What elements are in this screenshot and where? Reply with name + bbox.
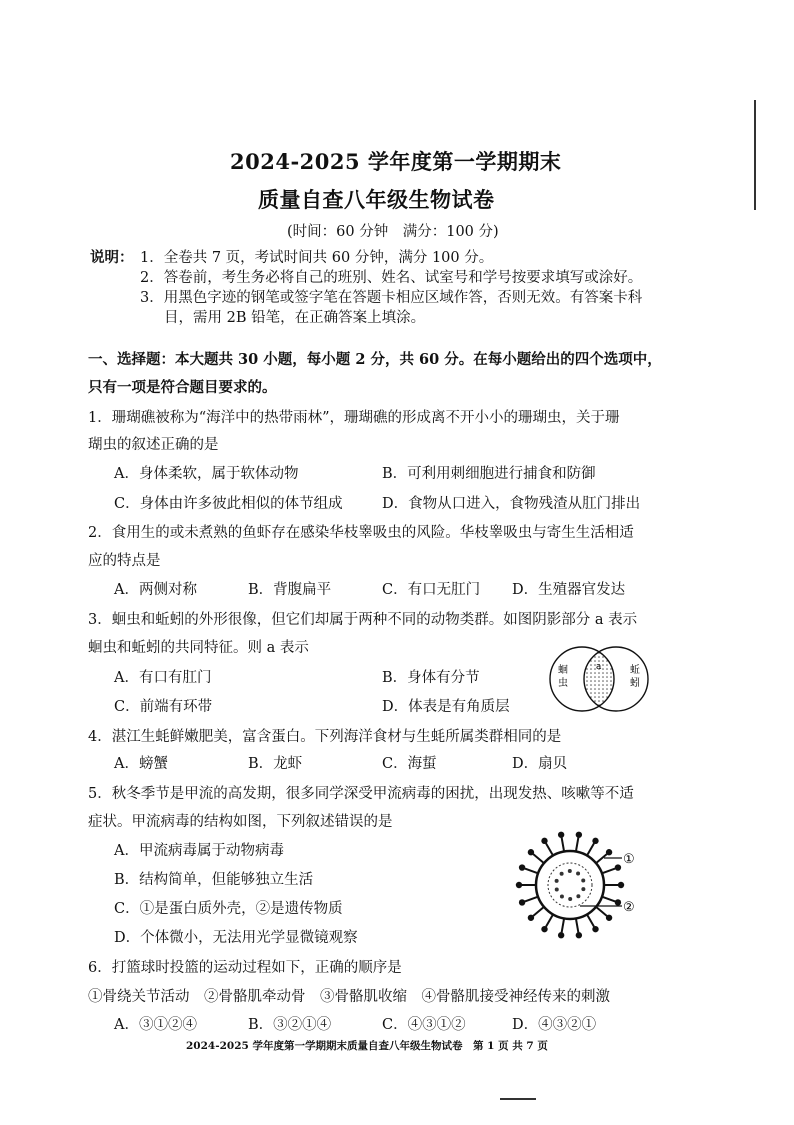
virus-spike xyxy=(576,838,578,852)
virus-spike-tip xyxy=(592,838,598,844)
virus-genetic-material xyxy=(581,887,585,891)
virus-spike-tip xyxy=(528,849,534,855)
virus-genetic-material xyxy=(555,879,559,883)
scan-bottom-mark xyxy=(500,1098,536,1100)
virus-spike xyxy=(596,854,607,863)
section1-heading-cont: 只有一项是符合题目要求的。 xyxy=(88,379,277,396)
q1-option-b: B．可利用刺细胞进行捕食和防御 xyxy=(382,466,596,482)
venn-label-right-2: 蚓 xyxy=(630,678,640,689)
virus-spike-tip xyxy=(558,932,564,938)
venn-label-right-1: 蚯 xyxy=(630,665,640,676)
virus-genetic-material xyxy=(555,888,559,892)
virus-spike-tip xyxy=(615,864,621,870)
q3-option-d: D．体表是有角质层 xyxy=(382,699,510,715)
virus-spike xyxy=(576,918,578,932)
q4-option-c: C．海蜇 xyxy=(382,756,437,772)
page-footer: 2024-2025 学年度第一学期期末质量自查八年级生物试卷 第 1 页 共 7 页 xyxy=(186,1040,548,1052)
note-item-3: 3．用黑色字迹的钢笔或签字笔在答题卡相应区域作答，否则无效。有答案卡科 xyxy=(140,290,643,306)
virus-spike xyxy=(587,914,594,926)
virus-spike xyxy=(587,843,594,855)
q4-option-a: A．螃蟹 xyxy=(114,756,168,772)
virus-spike xyxy=(546,843,553,855)
notes-label: 说明： xyxy=(90,249,134,266)
virus-spike-tip xyxy=(618,882,624,888)
q2-option-d: D．生殖器官发达 xyxy=(512,582,626,598)
virus-spike-tip xyxy=(541,838,547,844)
q3-option-c: C．前端有环带 xyxy=(114,699,213,715)
exam-time-info: (时间：60 分钟 满分：100 分) xyxy=(287,224,499,240)
q2-option-c: C．有口无肛门 xyxy=(382,582,481,598)
flu-virus-diagram xyxy=(512,826,642,944)
q2-option-a: A．两侧对称 xyxy=(114,582,197,598)
virus-capsid xyxy=(536,851,604,919)
virus-spike-tip xyxy=(576,932,582,938)
virus-genetic-material xyxy=(581,878,585,882)
virus-spike-tip xyxy=(519,899,525,905)
virus-spike xyxy=(525,869,538,874)
q1-stem: 1．珊瑚礁被称为“海洋中的热带雨林”，珊瑚礁的形成离不开小小的珊瑚虫，关于珊 xyxy=(88,410,620,426)
note-item-2: 2．答卷前，考生务必将自己的班别、姓名、试室号和学号按要求填写或涂好。 xyxy=(140,270,643,286)
q3-stem: 3．蛔虫和蚯蚓的外形很像，但它们却属于两种不同的动物类群。如图阴影部分 a 表示 xyxy=(88,612,638,628)
q5-stem: 5．秋冬季节是甲流的高发期，很多同学深受甲流病毒的困扰，出现发热、咳嗽等不适 xyxy=(88,786,634,802)
q5-option-c: C．①是蛋白质外壳，②是遗传物质 xyxy=(114,901,343,917)
q2-stem-cont: 应的特点是 xyxy=(88,553,161,569)
virus-label-1: ① xyxy=(623,852,635,867)
virus-spike xyxy=(596,907,607,916)
note-item-3-cont: 目，需用 2B 铅笔，在正确答案上填涂。 xyxy=(164,310,426,326)
q3-option-a: A．有口有肛门 xyxy=(114,670,212,686)
venn-diagram xyxy=(546,644,652,714)
q5-option-b: B．结构简单，但能够独立生活 xyxy=(114,872,314,888)
virus-spike-tip xyxy=(528,915,534,921)
virus-spike xyxy=(525,897,538,902)
q6-steps: ①骨绕关节活动 ②骨骼肌牵动骨 ③骨骼肌收缩 ④骨骼肌接受神经传来的刺激 xyxy=(88,989,610,1005)
q2-option-b: B．背腹扁平 xyxy=(248,582,332,598)
virus-spike-tip xyxy=(606,915,612,921)
virus-spike xyxy=(602,869,615,874)
section1-heading: 一、选择题：本大题共 30 小题，每小题 2 分，共 60 分。在每小题给出的四个选项中， xyxy=(88,351,662,368)
venn-label-a: a xyxy=(596,662,602,672)
virus-spike-tip xyxy=(592,926,598,932)
virus-label-2: ② xyxy=(623,900,635,915)
virus-spike-tip xyxy=(576,832,582,838)
q2-stem: 2．食用生的或未煮熟的鱼虾存在感染华枝睾吸虫的风险。华枝睾吸虫与寄生生活相适 xyxy=(88,525,634,541)
virus-genetic-material xyxy=(568,869,572,873)
virus-spike-tip xyxy=(558,832,564,838)
virus-spike-tip xyxy=(615,899,621,905)
virus-spike xyxy=(533,907,544,916)
q6-option-a: A．③①②④ xyxy=(114,1017,197,1033)
q1-option-c: C．身体由许多彼此相似的体节组成 xyxy=(114,496,343,512)
q5-option-d: D．个体微小，无法用光学显微镜观察 xyxy=(114,930,358,946)
virus-spike xyxy=(562,918,564,932)
exam-title-line2: 质量自查八年级生物试卷 xyxy=(258,187,495,212)
q4-option-d: D．扇贝 xyxy=(512,756,568,772)
virus-spike xyxy=(562,838,564,852)
q1-stem-cont: 瑚虫的叙述正确的是 xyxy=(88,437,219,453)
venn-label-left-2: 虫 xyxy=(558,678,568,689)
q6-option-b: B．③②①④ xyxy=(248,1017,332,1033)
q3-stem-cont: 蛔虫和蚯蚓的共同特征。则 a 表示 xyxy=(88,640,309,656)
note-item-1: 1．全卷共 7 页，考试时间共 60 分钟，满分 100 分。 xyxy=(140,250,494,266)
virus-spike-tip xyxy=(516,882,522,888)
q5-stem-cont: 症状。甲流病毒的结构如图，下列叙述错误的是 xyxy=(88,814,393,830)
q6-option-c: C．④③①② xyxy=(382,1017,466,1033)
venn-label-left-1: 蛔 xyxy=(558,665,568,676)
virus-spike xyxy=(602,897,615,902)
virus-spike xyxy=(546,914,553,926)
virus-genetic-material xyxy=(576,894,580,898)
q6-option-d: D．④③②① xyxy=(512,1017,597,1033)
scan-margin-line xyxy=(754,100,756,210)
virus-spike-tip xyxy=(541,926,547,932)
virus-genetic-material xyxy=(560,894,564,898)
virus-spike xyxy=(533,854,544,863)
q4-option-b: B．龙虾 xyxy=(248,756,303,772)
virus-genetic-material xyxy=(576,872,580,876)
virus-genetic-material xyxy=(568,897,572,901)
exam-title-line1: 2024-2025 学年度第一学期期末 xyxy=(230,149,562,174)
q1-option-a: A．身体柔软，属于软体动物 xyxy=(114,466,299,482)
virus-spike-tip xyxy=(519,864,525,870)
q1-option-d: D．食物从口进入，食物残渣从肛门排出 xyxy=(382,496,641,512)
virus-genetic-material xyxy=(560,872,564,876)
q3-option-b: B．身体有分节 xyxy=(382,670,480,686)
q4-stem: 4．湛江生蚝鲜嫩肥美，富含蛋白。下列海洋食材与生蚝所属类群相同的是 xyxy=(88,729,562,745)
q5-option-a: A．甲流病毒属于动物病毒 xyxy=(114,843,284,859)
q6-stem: 6．打篮球时投篮的运动过程如下，正确的顺序是 xyxy=(88,960,402,976)
virus-spike-tip xyxy=(606,849,612,855)
